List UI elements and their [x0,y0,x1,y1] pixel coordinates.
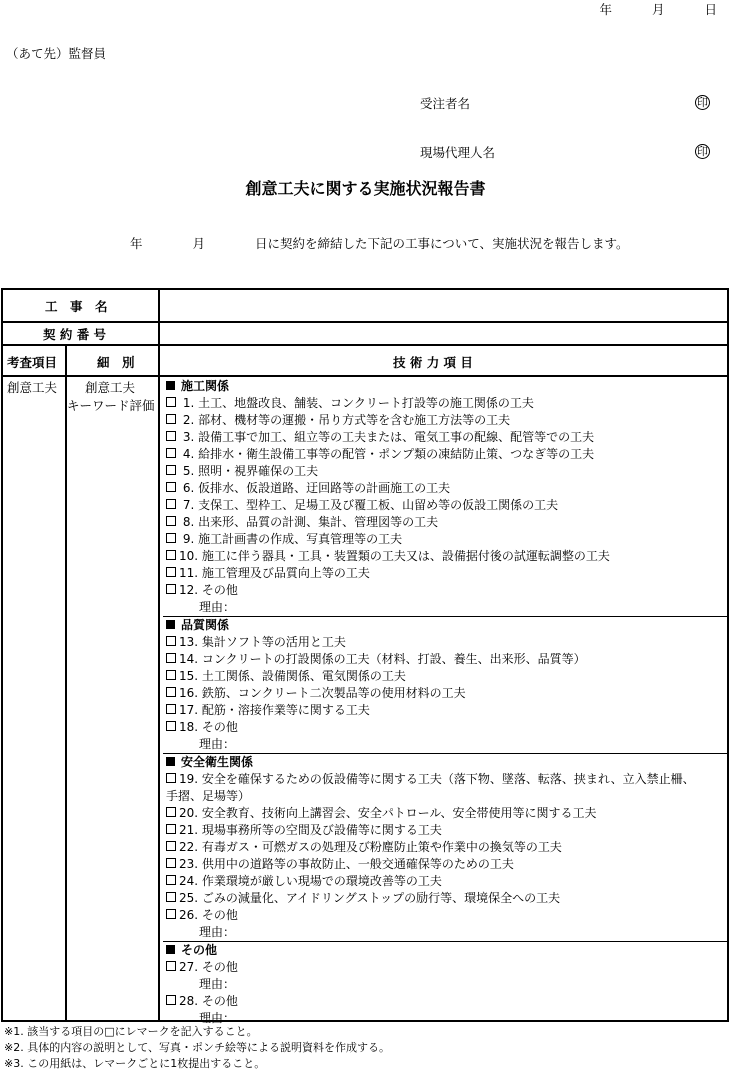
filled-square-icon [166,757,175,766]
checkbox[interactable] [166,773,176,783]
checklist-item[interactable]: 12. その他 [163,582,727,599]
col-header-review: 考査項目 [7,355,58,370]
document-title: 創意工夫に関する実施状況報告書 [245,179,486,198]
filled-square-icon [166,381,175,390]
checklist-item[interactable]: 19. 安全を確保するための仮設備等に関する工夫（落下物、墜落、転落、挟まれ、立入禁止柵、 [163,771,727,788]
checklist-item[interactable]: 15. 土工関係、設備関係、電気関係の工夫 [163,668,727,685]
checklist-item[interactable]: 5. 照明・視界確保の工夫 [163,463,727,480]
section-construction [163,378,727,616]
col-divider [158,290,160,1020]
checklist-item[interactable]: 26. その他 [163,907,727,924]
checkbox[interactable] [166,516,176,526]
checklist-item[interactable]: 13. 集計ソフト等の活用と工夫 [163,634,727,651]
checklist-item[interactable]: 17. 配筋・溶接作業等に関する工夫 [163,702,727,719]
section-heading: 安全衛生関係 [163,754,727,771]
contract-no-field[interactable] [161,323,727,343]
intro-line [130,234,629,252]
section-heading: 品質関係 [163,617,727,634]
checkbox[interactable] [166,704,176,714]
row-divider [3,344,727,346]
reason-label: 理由： [199,737,236,751]
checklist-item[interactable]: 27. その他 [163,959,727,976]
reason-label: 理由： [199,977,236,991]
col-divider [65,344,67,1020]
intro-text: 日に契約を締結した下記の工事について、実施状況を報告します。 [255,236,629,251]
checklist-item[interactable]: 24. 作業環境が厳しい現場での環境改善等の工夫 [163,873,727,890]
project-name-field[interactable] [161,292,727,319]
intro-year: 年 [130,236,143,251]
footnote: ※2. 具体的内容の説明として、写真・ポンチ絵等による説明資料を作成する。 [4,1041,390,1054]
checkbox[interactable] [166,875,176,885]
col-header-detail: 細 別 [97,355,135,370]
date-year: 年 [599,2,612,17]
checkbox[interactable] [166,721,176,731]
report-table [1,288,729,1025]
checkbox[interactable] [166,653,176,663]
checklist-item[interactable]: 10. 施工に伴う器具・工具・装置類の工夫又は、設備据付後の試運転調整の工夫 [163,548,727,565]
checkbox[interactable] [166,431,176,441]
checklist-item[interactable]: 20. 安全教育、技術向上講習会、安全パトロール、安全帯使用等に関する工夫 [163,805,727,822]
checklist-item[interactable]: 25. ごみの減量化、アイドリングストップの励行等、環境保全への工夫 [163,890,727,907]
contractor-label: 受注者名 [420,96,471,111]
checkbox[interactable] [166,550,176,560]
seal-icon: 印 [697,96,708,109]
checklist-item[interactable]: 7. 支保工、型枠工、足場工及び覆工板、山留め等の仮設工関係の工夫 [163,497,727,514]
contract-no-label: 契 約 番 号 [43,327,107,342]
checkbox[interactable] [166,909,176,919]
review-item: 創意工夫 [7,380,58,395]
checklist-item[interactable]: 14. コンクリートの打設関係の工夫（材料、打設、養生、出来形、品質等） [163,651,727,668]
checklist-item[interactable]: 28. その他 [163,993,727,1010]
addressee: （あて先）監督員 [6,46,107,61]
checkbox[interactable] [166,858,176,868]
checklist-item[interactable]: 4. 給排水・衛生設備工事等の配管・ポンプ類の凍結防止策、つなぎ等の工夫 [163,446,727,463]
date-line [599,0,717,18]
section-heading: 施工関係 [163,378,727,395]
checkbox[interactable] [166,687,176,697]
date-day: 日 [704,2,717,17]
intro-month: 月 [192,236,206,251]
seal-icon: 印 [697,145,708,158]
checklist-item[interactable]: 23. 供用中の道路等の事故防止、一般交通確保等のための工夫 [163,856,727,873]
checkbox[interactable] [166,807,176,817]
checklist-item[interactable]: 11. 施工管理及び品質向上等の工夫 [163,565,727,582]
section-heading: その他 [163,942,727,959]
footnote: ※1. 該当する項目の□にレマークを記入すること。 [4,1025,258,1038]
checkbox[interactable] [166,584,176,594]
checkbox[interactable] [166,397,176,407]
checklist-item[interactable]: 9. 施工計画書の作成、写真管理等の工夫 [163,531,727,548]
footnotes [4,1024,390,1072]
checkbox[interactable] [166,533,176,543]
checkbox[interactable] [166,961,176,971]
checkbox[interactable] [166,636,176,646]
section-safety [163,753,727,941]
checkbox[interactable] [166,841,176,851]
detail-line2: キーワード評価 [67,398,155,413]
checkbox[interactable] [166,824,176,834]
footnote: ※3. この用紙は、レマークごとに1枚提出すること。 [4,1057,266,1070]
checkbox[interactable] [166,567,176,577]
reason-label: 理由： [199,1011,236,1025]
checklist-item[interactable]: 16. 鉄筋、コンクリート二次製品等の使用材料の工夫 [163,685,727,702]
checklist-item[interactable]: 22. 有毒ガス・可燃ガスの処理及び粉塵防止策や作業中の換気等の工夫 [163,839,727,856]
checklist-item[interactable]: 6. 仮排水、仮設道路、迂回路等の計画施工の工夫 [163,480,727,497]
checkbox[interactable] [166,482,176,492]
checklist-item[interactable]: 18. その他 [163,719,727,736]
reason-label: 理由： [199,600,236,614]
checkbox[interactable] [166,670,176,680]
section-quality [163,616,727,753]
checklist-item[interactable]: 8. 出来形、品質の計測、集計、管理図等の工夫 [163,514,727,531]
checkbox[interactable] [166,465,176,475]
checkbox[interactable] [166,414,176,424]
filled-square-icon [166,945,175,954]
checklist-item[interactable]: 1. 土工、地盤改良、舗装、コンクリート打設等の施工関係の工夫 [163,395,727,412]
checkbox[interactable] [166,499,176,509]
detail-line1: 創意工夫 [85,380,136,395]
col-header-tech: 技 術 力 項 目 [393,355,473,370]
checklist-item[interactable]: 2. 部材、機材等の運搬・吊り方式等を含む施工方法等の工夫 [163,412,727,429]
checklist-item-continuation: 手摺、足場等） [166,789,251,803]
checklist-item[interactable]: 3. 設備工事で加工、組立等の工夫または、電気工事の配線、配管等での工夫 [163,429,727,446]
agent-label: 現場代理人名 [420,145,496,160]
reason-label: 理由： [199,925,236,939]
tech-items [163,378,727,1027]
section-other [163,941,727,1027]
checkbox[interactable] [166,892,176,902]
project-name-label: 工 事 名 [45,299,108,314]
row-divider [3,375,727,377]
checkbox[interactable] [166,448,176,458]
date-month: 月 [651,2,665,17]
checklist-item[interactable]: 21. 現場事務所等の空間及び設備等に関する工夫 [163,822,727,839]
filled-square-icon [166,620,175,629]
checkbox[interactable] [166,995,176,1005]
